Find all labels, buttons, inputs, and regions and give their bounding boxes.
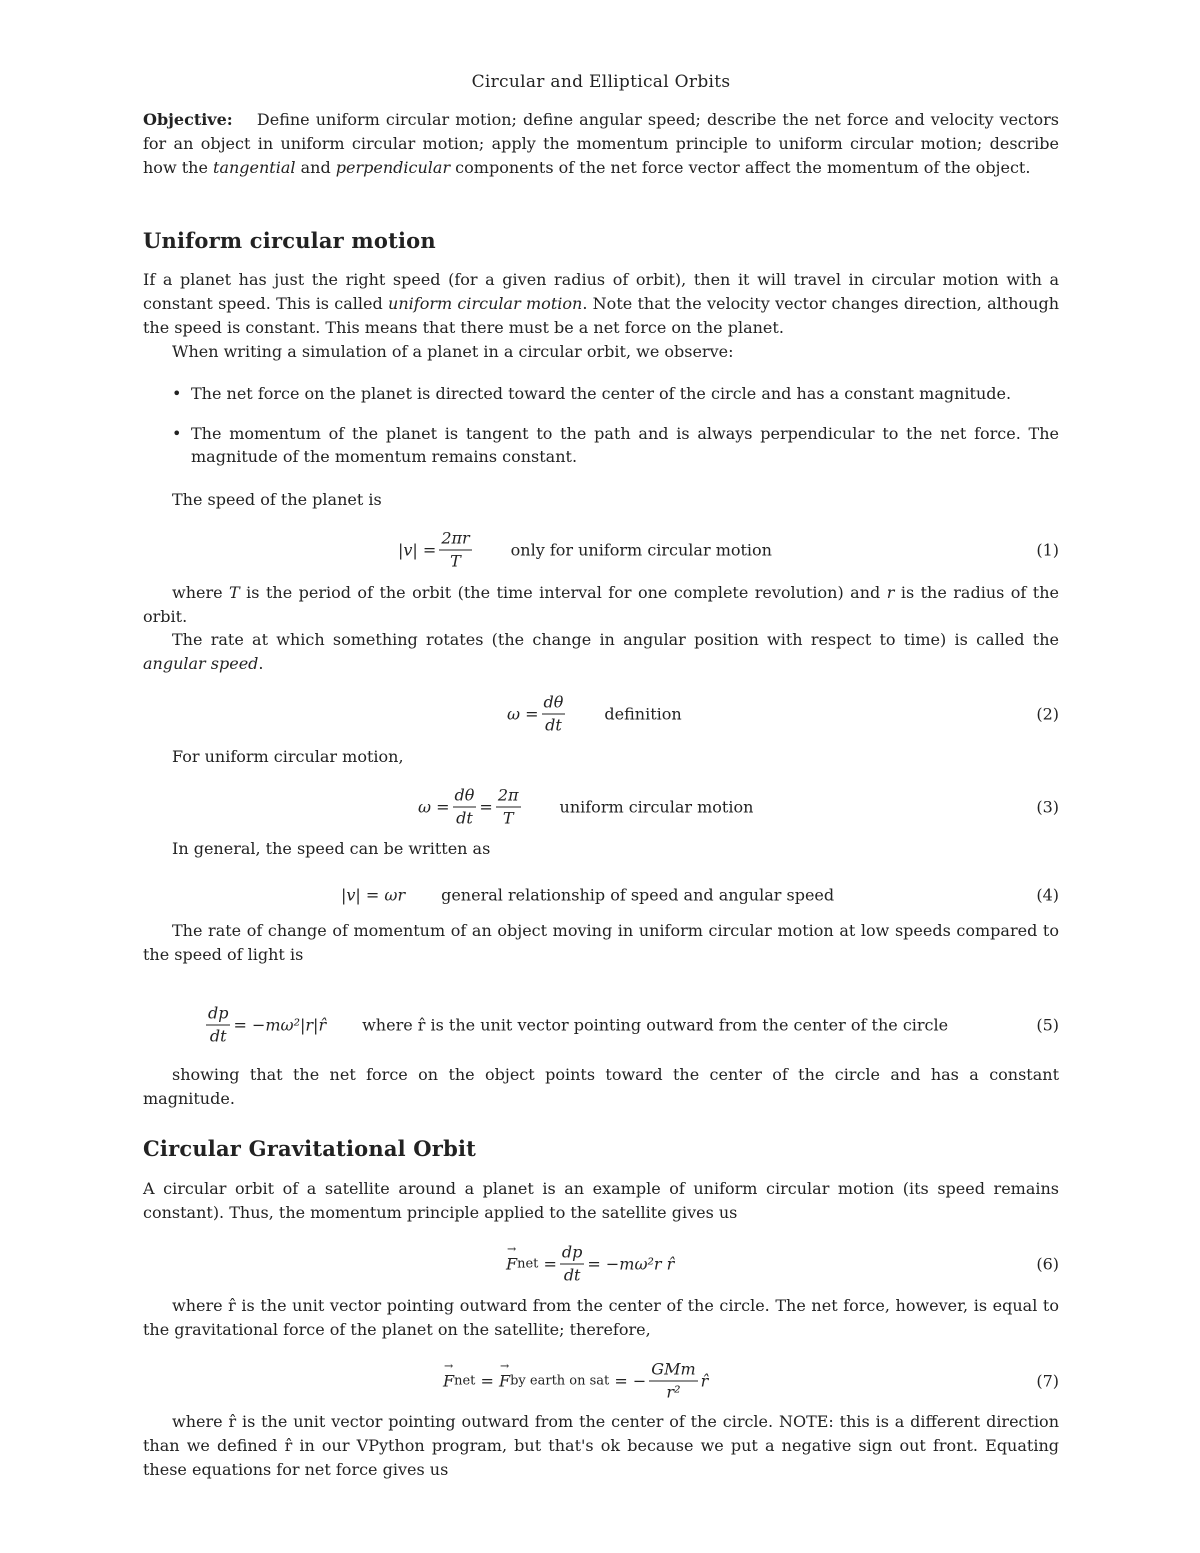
symbol-T: T: [229, 583, 240, 602]
eq7-denominator: r²: [666, 1382, 681, 1402]
eq5-number: (5): [1036, 1015, 1059, 1035]
objective-paragraph: [143, 108, 1059, 180]
eq1-lhs: |v| =: [398, 540, 437, 560]
eq7-subscript-1: net: [454, 1373, 476, 1389]
text-span: The rate at which something rotates (the change in angular position with respect to time) is called the: [172, 630, 1059, 649]
paragraph-rate-of-change: The rate of change of momentum of an object moving in uniform circular motion at low speeds compared to the speed of light is: [143, 921, 1059, 964]
paragraph-net-force-equal: where r̂ is the unit vector pointing outward from the center of the circle. The net force, however, is equal to the gravitational force of the planet on the satellite; therefore,: [143, 1296, 1059, 1339]
eq3-lhs: ω =: [418, 797, 450, 817]
eq5-numerator: dp: [206, 1004, 230, 1026]
equation-4: [143, 870, 1059, 920]
text-span: is the radius of the orbit.: [143, 583, 1060, 626]
text-span: is the period of the orbit (the time interval for one complete revolution) and: [239, 583, 887, 602]
eq6-equals: =: [543, 1254, 557, 1274]
equation-2: [143, 689, 1059, 739]
eq5-fraction: [206, 1004, 230, 1047]
objective-em-tangential: tangential: [213, 158, 296, 177]
text-span: where: [172, 583, 230, 602]
objective-label: Objective:: [143, 110, 233, 129]
paragraph-uniform-circular-intro: [143, 268, 1059, 340]
eq6-number: (6): [1036, 1254, 1059, 1274]
paragraph-circular-orbit-intro: A circular orbit of a satellite around a planet is an example of uniform circular motion (its speed remains constant). Thus, the momentum principle applied to the satellite gives us: [143, 1179, 1059, 1222]
paragraph-speed-intro: The speed of the planet is: [172, 490, 382, 509]
eq7-equals-2: = −: [614, 1371, 647, 1391]
text-span: . Note that the velocity vector changes direction, although the speed is constant. This means that there must be a net force on the planet.: [143, 294, 1060, 337]
eq1-denominator: T: [450, 551, 461, 571]
objective-text-2: and: [295, 158, 336, 177]
eq3-equals: =: [479, 797, 493, 817]
bullet-dot-icon: •: [172, 424, 182, 443]
eq1-fraction: [439, 529, 471, 572]
equation-7: [143, 1356, 1059, 1406]
section-heading-uniform-circular-motion: Uniform circular motion: [143, 228, 436, 253]
eq2-numerator: dθ: [542, 693, 566, 715]
bullet-text: The net force on the planet is directed toward the center of the circle and has a constant magnitude.: [191, 384, 1012, 403]
eq4-lhs: |v| = ωr: [341, 885, 406, 905]
eq4-number: (4): [1036, 885, 1059, 905]
eq1-note: only for uniform circular motion: [510, 540, 772, 560]
bullet-item-momentum: [172, 422, 1059, 468]
bullet-item-net-force: [172, 382, 1059, 405]
eq3-number: (3): [1036, 797, 1059, 817]
eq3-numerator-1: dθ: [453, 786, 477, 808]
objective-em-perpendicular: perpendicular: [335, 158, 451, 177]
paragraph-simulation-observe: When writing a simulation of a planet in a circular orbit, we observe:: [172, 342, 734, 361]
page-title: Circular and Elliptical Orbits: [471, 72, 731, 92]
eq3-numerator-2: 2π: [496, 786, 521, 808]
text-span: .: [258, 654, 264, 673]
bullet-text: The momentum of the planet is tangent to the path and is always perpendicular to the net force. The magnitude of the momentum remains constant.: [191, 424, 1059, 466]
eq3-fraction-1: [453, 786, 477, 829]
eq7-equals-1: =: [480, 1371, 494, 1391]
eq6-subscript: net: [517, 1256, 539, 1272]
eq7-force-symbol-2: → F: [499, 1372, 510, 1391]
eq6-rhs: = −mω²r r̂: [587, 1254, 675, 1274]
eq7-subscript-2: by earth on sat: [510, 1373, 610, 1389]
eq3-note: uniform circular motion: [559, 797, 754, 817]
eq6-force-symbol: → F: [506, 1255, 517, 1274]
eq7-number: (7): [1036, 1371, 1059, 1391]
symbol-r: r: [886, 583, 895, 602]
eq2-denominator: dt: [545, 715, 562, 735]
paragraph-period-radius: [143, 581, 1059, 629]
equation-6: [143, 1239, 1059, 1289]
emphasis-angular-speed: angular speed: [143, 654, 259, 673]
eq7-numerator: GMm: [649, 1360, 697, 1382]
text-span: If a planet has just the right speed (for a given radius of orbit), then it will travel in circular motion with a constant speed. This is called: [143, 270, 1059, 313]
equation-5: [143, 1000, 1059, 1050]
eq1-number: (1): [1036, 540, 1059, 560]
section-heading-circular-gravitational-orbit: Circular Gravitational Orbit: [143, 1136, 477, 1161]
eq2-note: definition: [604, 704, 682, 724]
eq6-fraction: [560, 1243, 584, 1286]
eq1-numerator: 2πr: [439, 529, 471, 551]
eq2-fraction: [542, 693, 566, 736]
equation-3: [143, 782, 1059, 832]
eq2-number: (2): [1036, 704, 1059, 724]
emphasis-uniform-circular-motion: uniform circular motion: [388, 294, 583, 313]
eq4-note: general relationship of speed and angular speed: [441, 885, 835, 905]
eq6-denominator: dt: [563, 1265, 581, 1285]
paragraph-angular-speed: [143, 628, 1059, 676]
paragraph-showing: showing that the net force on the object points toward the center of the circle and has a constant magnitude.: [143, 1065, 1059, 1108]
eq2-lhs: ω =: [507, 704, 539, 724]
eq3-fraction-2: [496, 786, 521, 829]
eq5-note: where r̂ is the unit vector pointing outward from the center of the circle: [362, 1015, 949, 1035]
objective-text-1: Define uniform circular motion; define angular speed; describe the net force and velocity vectors for an object in uniform circular motion; apply the momentum principle to uniform circular motion; describe how the: [143, 110, 1059, 177]
bullet-dot-icon: •: [172, 384, 182, 403]
eq7-force-symbol-1: → F: [443, 1372, 454, 1391]
eq7-fraction: [649, 1360, 697, 1403]
eq6-numerator: dp: [560, 1243, 584, 1265]
eq3-denominator-2: T: [502, 808, 514, 828]
paragraph-note-direction: where r̂ is the unit vector pointing outward from the center of the circle. NOTE: this is a different direction than we defined r̂ in our VPython program, but that's ok because we put a negative sign out front. Equating these equations for net force gives us: [143, 1412, 1059, 1479]
eq5-rhs: = −mω²|r|r̂: [233, 1015, 327, 1035]
eq7-rhs: r̂: [700, 1371, 709, 1391]
equation-1: [143, 525, 1059, 575]
eq5-denominator: dt: [209, 1026, 227, 1046]
objective-text-3: components of the net force vector affect the momentum of the object.: [450, 158, 1031, 177]
eq3-denominator-1: dt: [456, 808, 473, 828]
paragraph-in-general: In general, the speed can be written as: [172, 839, 491, 858]
paragraph-for-uniform: For uniform circular motion,: [172, 747, 404, 766]
